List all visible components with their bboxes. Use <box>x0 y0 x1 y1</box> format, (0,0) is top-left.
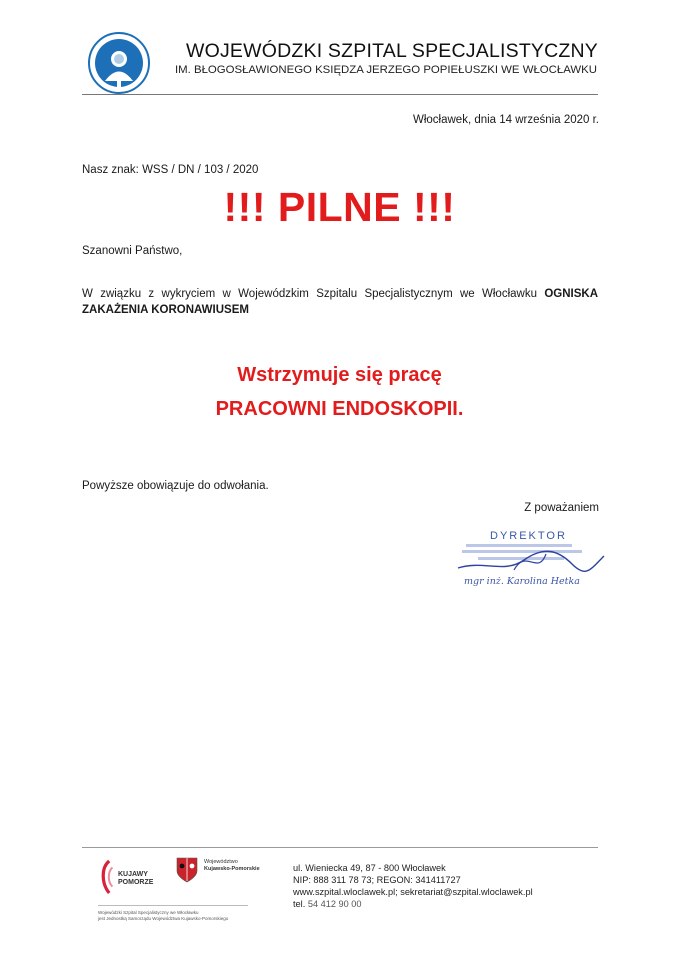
header-divider <box>82 94 598 95</box>
paragraph-emphasis: OGNISKA ZAKAŻENIA KORONAWIUSEM <box>82 288 598 316</box>
reference-number: Nasz znak: WSS / DN / 103 / 2020 <box>82 164 259 176</box>
note-line-2: jest Jednostką Samorządu Województwa Kujawsko-Pomorskiego <box>98 916 229 921</box>
stamp-title: DYREKTOR <box>490 530 567 542</box>
voivodeship-crest-icon <box>176 857 198 883</box>
voivodeship-line-2: Kujawsko-Pomorskie <box>204 866 260 872</box>
phone-number: 54 412 90 00 <box>307 899 362 909</box>
director-stamp <box>454 530 614 592</box>
footer-note-divider <box>98 905 248 906</box>
voivodeship-line-1: Województwo <box>204 859 238 865</box>
brand-line-2: POMORZE <box>118 879 154 886</box>
tax-ids: NIP: 888 311 78 73; REGON: 341411727 <box>293 875 461 885</box>
notice-line-2: PRACOWNI ENDOSKOPII. <box>215 398 464 420</box>
body-paragraph <box>82 286 598 318</box>
phone-label: tel. <box>293 899 306 909</box>
paragraph-text: W związku z wykryciem w Wojewódzkim Szpitalu Specjalistycznym we Włocławku <box>82 288 545 300</box>
hospital-logo <box>88 32 150 94</box>
brand-line-1: KUJAWY <box>118 871 148 878</box>
note-line-1: Wojewódzki Szpital Specjalistyczny we Włocławku <box>98 910 199 915</box>
urgent-heading: !!! PILNE !!! <box>223 184 456 230</box>
kujawy-pomorze-logo <box>98 857 168 901</box>
web-and-email[interactable]: www.szpital.wloclawek.pl; sekretariat@szpital.wloclawek.pl <box>293 887 533 897</box>
hospital-subtitle: IM. BŁOGOSŁAWIONEGO KSIĘDZA JERZEGO POPIEŁUSZKI WE WŁOCŁAWKU <box>175 64 597 76</box>
validity-note: Powyższe obowiązuje do odwołania. <box>82 480 269 492</box>
hospital-name: WOJEWÓDZKI SZPITAL SPECJALISTYCZNY <box>186 40 599 62</box>
footer-divider <box>82 847 598 848</box>
closing: Z poważaniem <box>524 502 599 514</box>
voivodeship-label <box>204 859 260 873</box>
address: ul. Wieniecka 49, 87 - 800 Włocławek <box>293 863 446 873</box>
kujawy-mark-icon <box>98 857 114 897</box>
greeting: Szanowni Państwo, <box>82 245 183 257</box>
footer-note <box>98 910 228 922</box>
contact-block <box>293 862 533 910</box>
letter-date: Włocławek, dnia 14 września 2020 r. <box>412 114 599 126</box>
phone <box>293 898 533 910</box>
director-name: mgr inż. Karolina Hetka <box>464 576 580 587</box>
notice-line-1: Wstrzymuje się pracę <box>237 364 442 386</box>
